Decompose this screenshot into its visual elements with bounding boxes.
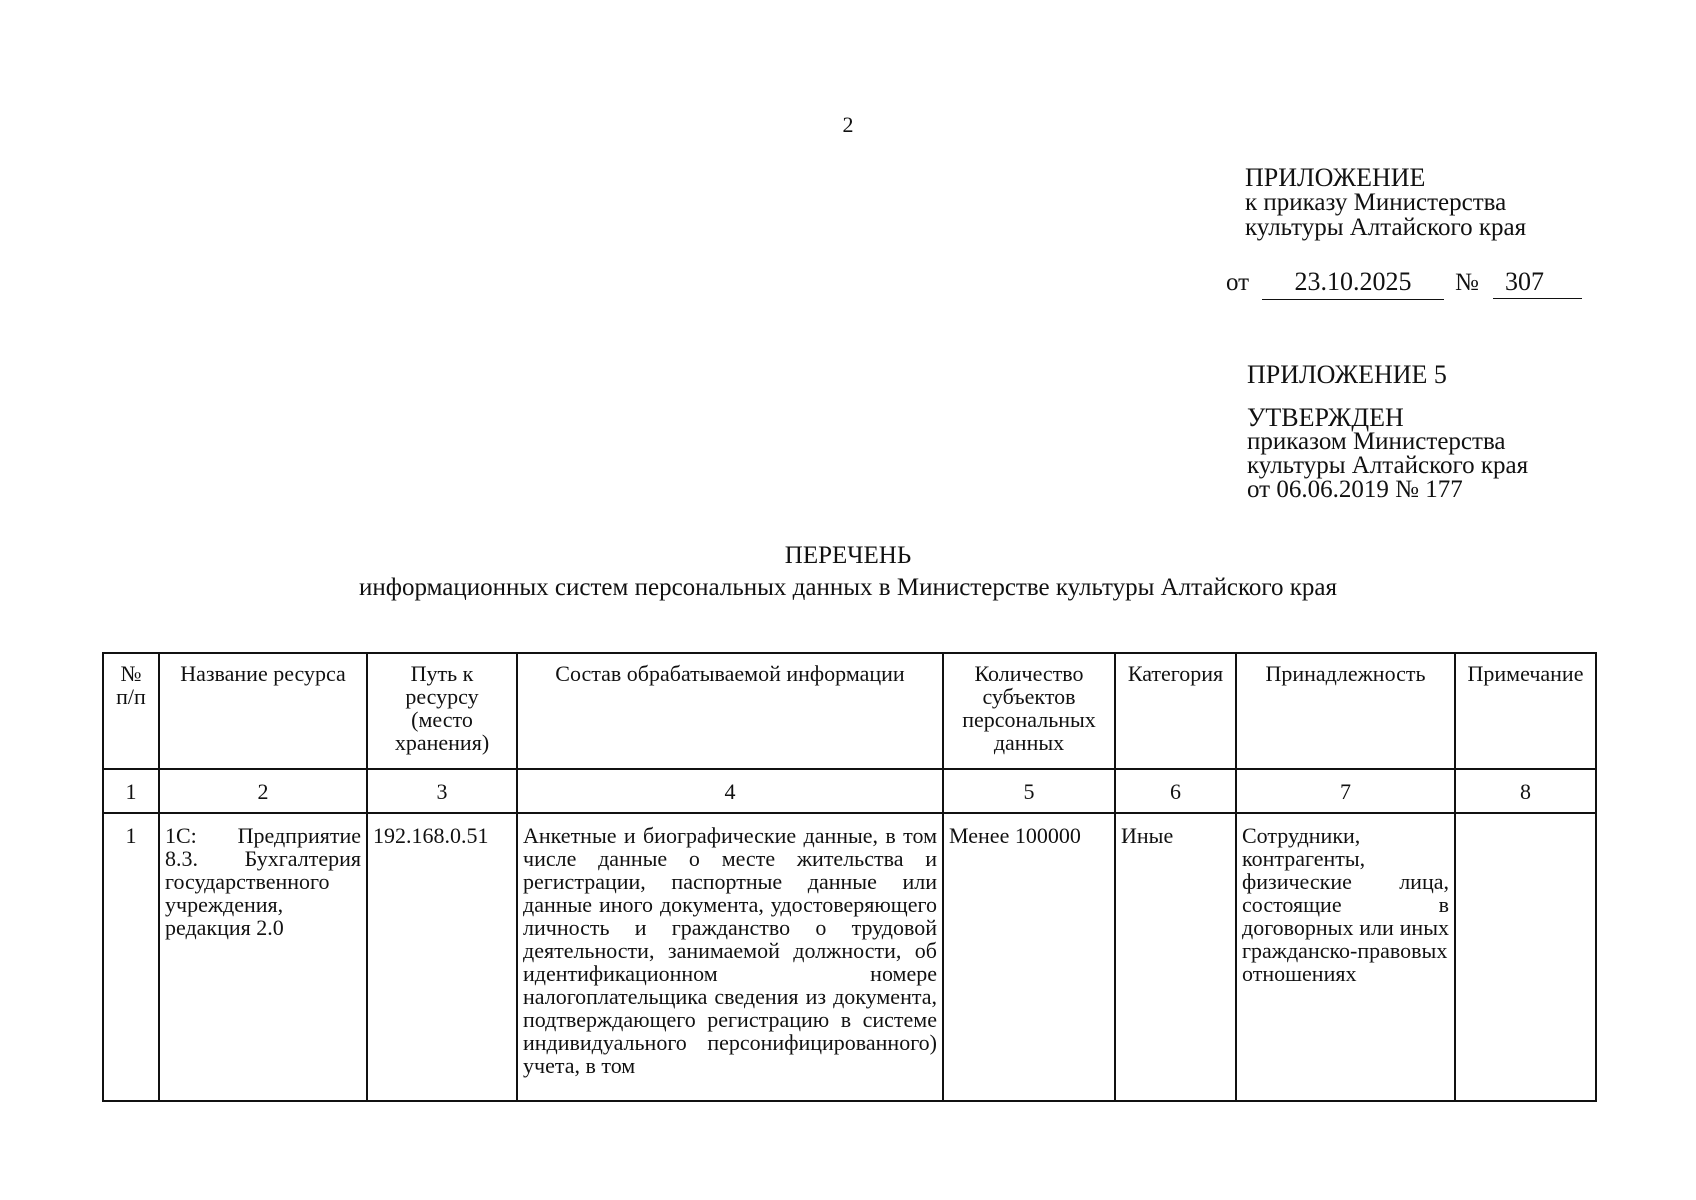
approved-block: [1247, 403, 1529, 503]
number-label: №: [1455, 269, 1479, 296]
table-row: [103, 813, 1596, 1101]
document-title: ПЕРЕЧЕНЬ: [784, 542, 912, 569]
header-cell-composition: Состав обрабатываемой информации: [517, 653, 943, 769]
approved-line-1: приказом Министерства: [1247, 428, 1506, 455]
page-number: 2: [842, 112, 854, 137]
column-number-cell: 2: [159, 769, 367, 813]
resource-path: 192.168.0.51: [367, 813, 517, 1101]
header-cell-number: № п/п: [103, 653, 159, 769]
subjects-count: Менее 100000: [943, 813, 1115, 1101]
row-number: 1: [103, 813, 159, 1101]
document-subtitle: информационных систем персональных данных в Министерстве культуры Алтайского края: [359, 574, 1337, 601]
header-cell-path: Путь к ресурсу (место хранения): [367, 653, 517, 769]
appendix-title: ПРИЛОЖЕНИЕ: [1245, 163, 1426, 192]
appendix-line-2: культуры Алтайского края: [1245, 214, 1527, 241]
info-composition: Анкетные и биографические данные, в том числе данные о месте жительства и регистрации, паспортные данные или данные иного документа, удостоверяющего личность и гражданство о трудовой деятельности, занимаемой должности, об идентификационном номере налогоплательщика сведения из документа, подтверждающего регистрацию в системе индивидуального персонифицированного) учета, в том: [517, 813, 943, 1101]
table-header-row: [103, 653, 1596, 769]
column-number-cell: 4: [517, 769, 943, 813]
header-cell-belonging: Принадлежность: [1236, 653, 1455, 769]
column-number-cell: 7: [1236, 769, 1455, 813]
approved-title: УТВЕРЖДЕН: [1247, 403, 1404, 432]
order-date: 23.10.2025: [1262, 267, 1444, 300]
column-numbering-row: [103, 769, 1596, 813]
category: Иные: [1115, 813, 1236, 1101]
appendix-line-1: к приказу Министерства: [1245, 189, 1507, 216]
appendix-5-title: ПРИЛОЖЕНИЕ 5: [1247, 360, 1447, 389]
column-number-cell: 8: [1455, 769, 1596, 813]
appendix-header: [1245, 165, 1526, 240]
header-cell-note: Примечание: [1455, 653, 1596, 769]
column-number-cell: 1: [103, 769, 159, 813]
resource-name: 1С: Предприятие 8.3. Бухгалтерия государственного учреждения, редакция 2.0: [159, 813, 367, 1101]
column-number-cell: 3: [367, 769, 517, 813]
note: [1455, 813, 1596, 1101]
column-number-cell: 6: [1115, 769, 1236, 813]
approved-line-3: от 06.06.2019 № 177: [1247, 476, 1463, 503]
header-cell-name: Название ресурса: [159, 653, 367, 769]
from-label: от: [1226, 269, 1250, 296]
belonging: Сотрудники, контрагенты, физические лица, состоящие в договорных или иных гражданско-правовых отношениях: [1236, 813, 1455, 1101]
header-cell-category: Категория: [1115, 653, 1236, 769]
order-reference: [1226, 267, 1586, 303]
header-cell-subjects-count: Количество субъектов персональных данных: [943, 653, 1115, 769]
column-number-cell: 5: [943, 769, 1115, 813]
order-number: 307: [1493, 267, 1582, 299]
approved-line-2: культуры Алтайского края: [1247, 452, 1529, 479]
systems-table: [102, 652, 1597, 1102]
